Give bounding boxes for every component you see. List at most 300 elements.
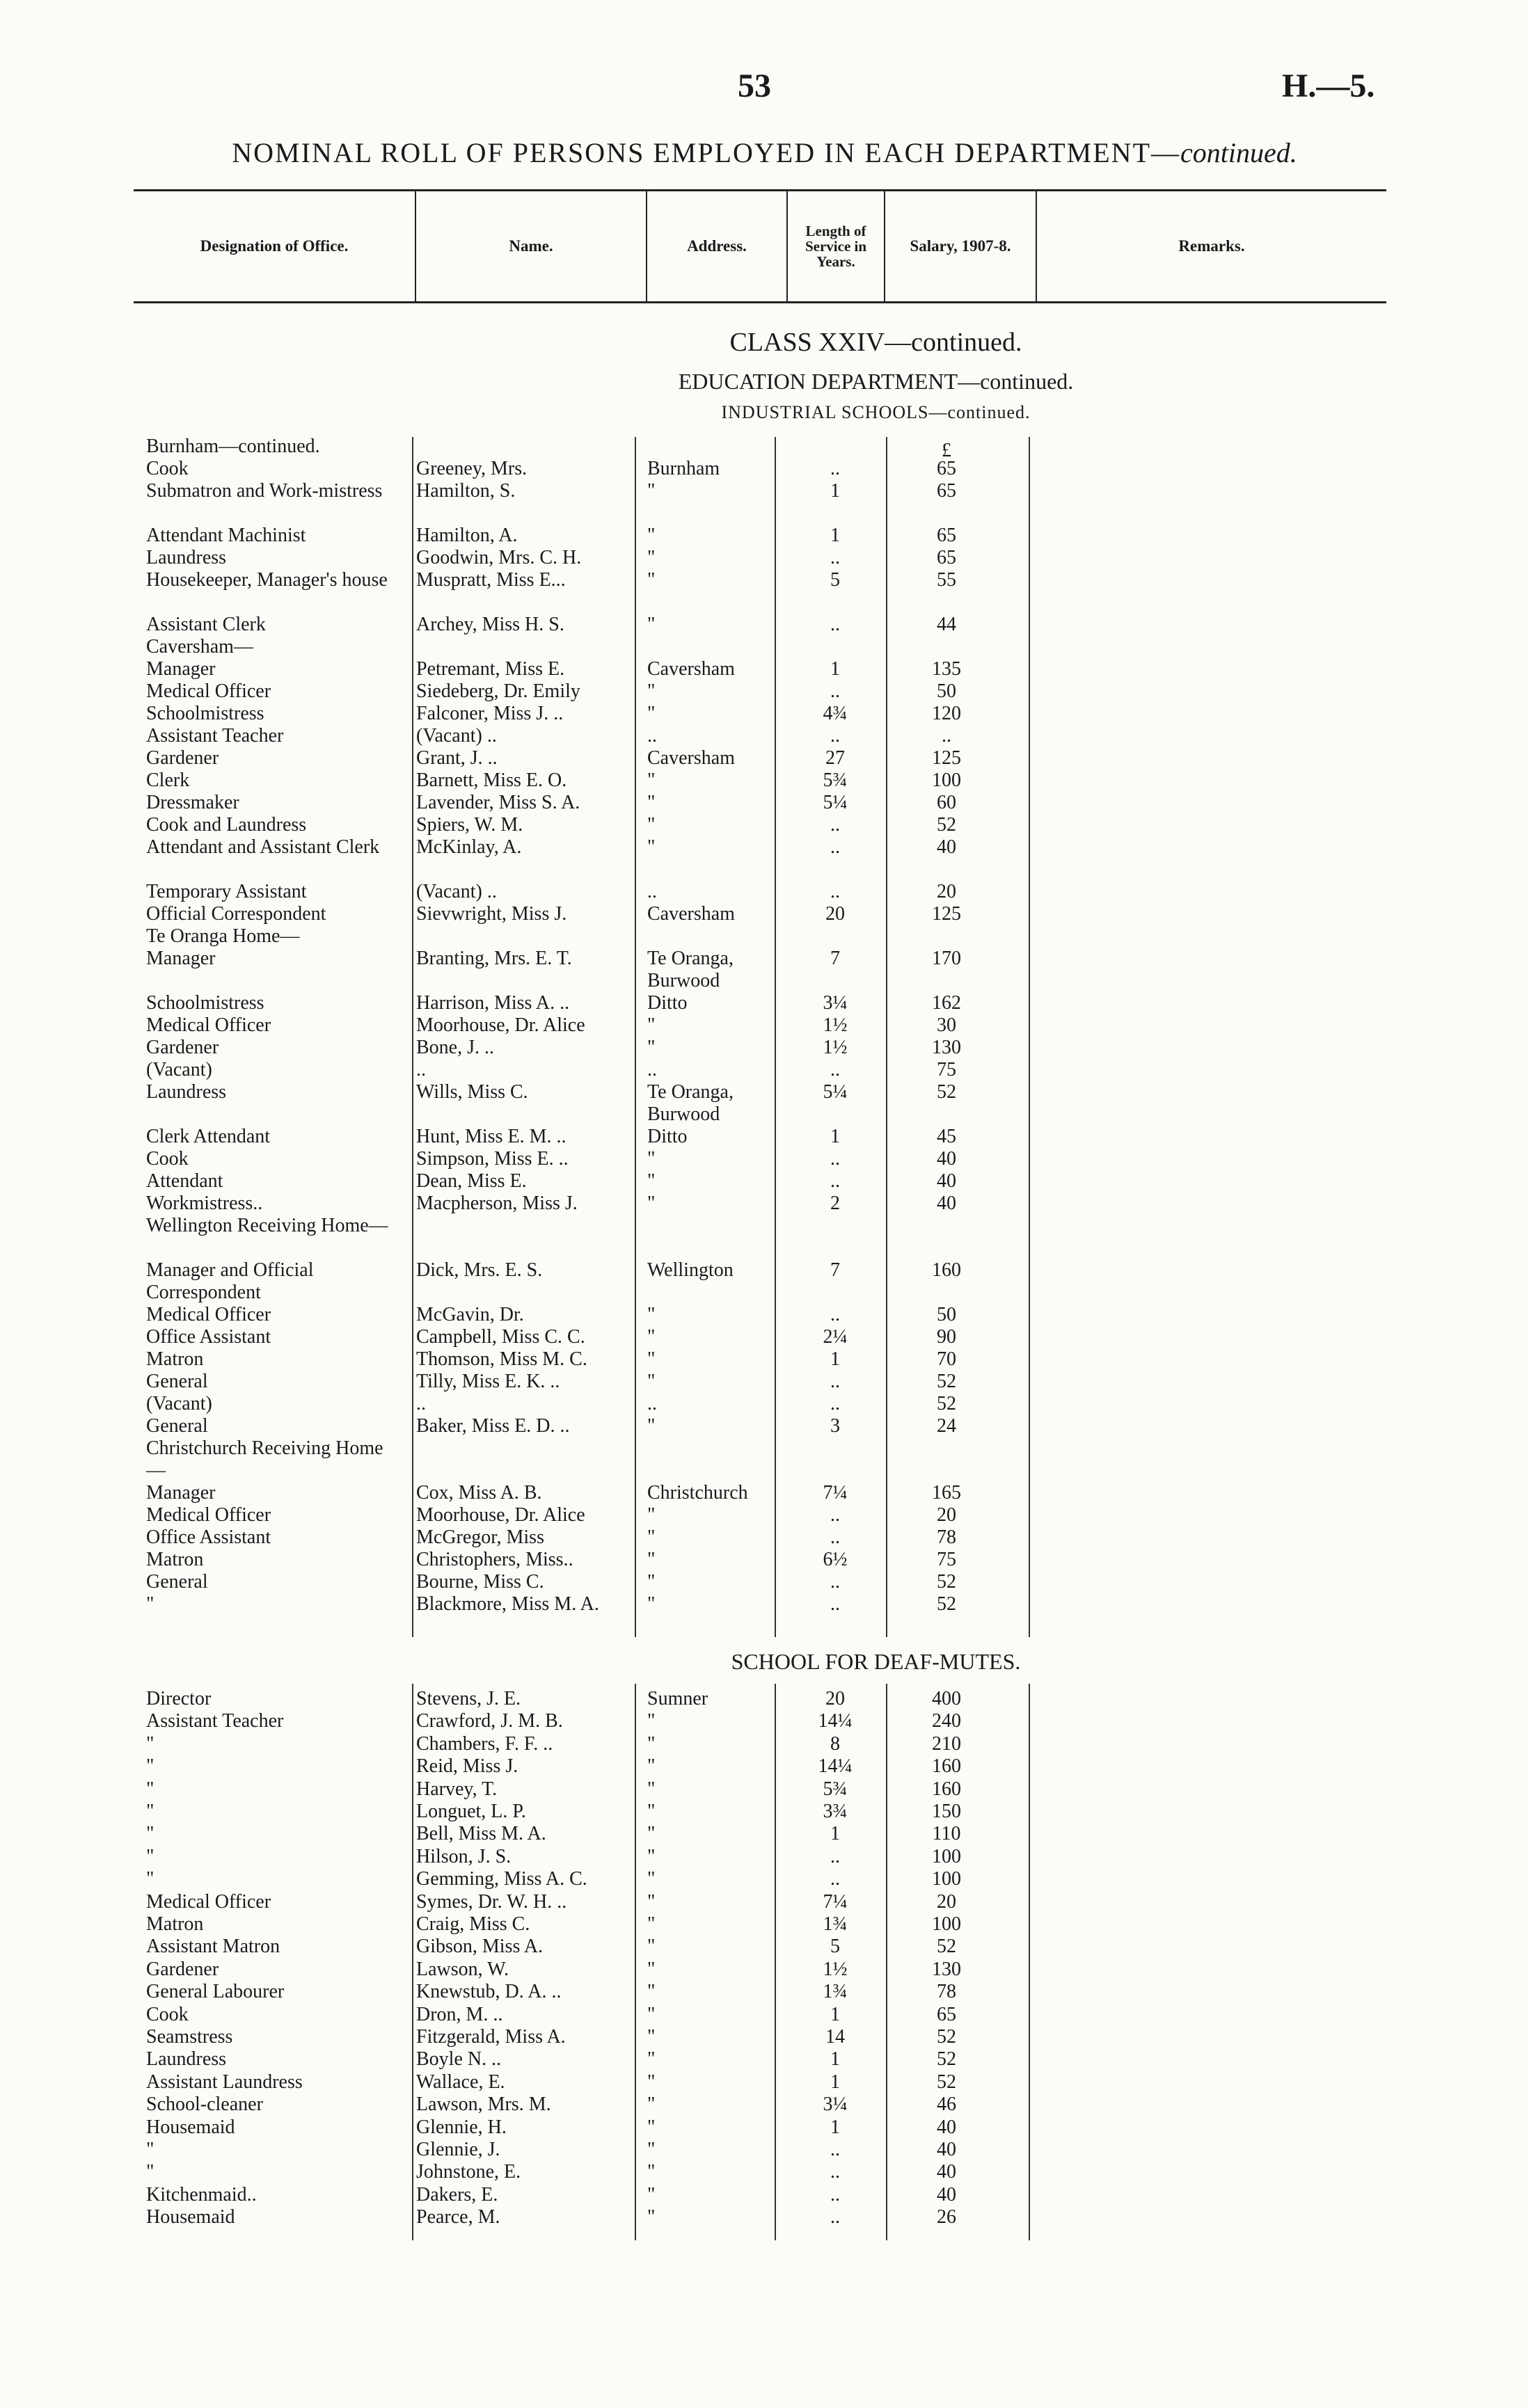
address-cell: Caversham <box>647 903 735 925</box>
name-cell: Cox, Miss A. B. <box>416 1482 542 1504</box>
header-length: Length of Service in Years. <box>786 191 884 301</box>
designation-cell: General Labourer <box>146 1981 285 2003</box>
salary-cell: 130 <box>932 1037 961 1058</box>
name-cell: Stevens, J. E. <box>416 1688 521 1709</box>
salary-cell: 52 <box>937 2048 956 2071</box>
designation-cell: Cook <box>146 2003 189 2025</box>
name-cell: Christophers, Miss.. <box>416 1549 573 1570</box>
designation-cell: Gardener <box>146 1037 219 1058</box>
salary-cell: 240 <box>932 1710 961 1732</box>
name-cell: Blackmore, Miss M. A. <box>416 1593 599 1615</box>
name-cell: Dean, Miss E. <box>416 1170 527 1192</box>
address-cell: " <box>647 1593 656 1615</box>
address-cell: " <box>647 792 656 813</box>
address-cell: " <box>647 2161 656 2183</box>
column-divider <box>886 1684 887 2240</box>
designation-cell: General <box>146 1571 208 1593</box>
address-cell: " <box>647 703 656 724</box>
name-cell: Petremant, Miss E. <box>416 658 565 680</box>
service-length-cell: 20 <box>825 903 845 925</box>
address-cell: " <box>647 2003 656 2025</box>
designation-cell: " <box>146 1801 155 1822</box>
address-cell: Te Oranga, Burwood <box>647 948 734 991</box>
service-length-cell: 3¼ <box>823 2094 848 2116</box>
service-length-cell: 1 <box>830 658 840 680</box>
salary-cell: 44 <box>937 614 956 635</box>
service-length-cell: 4¾ <box>823 703 848 724</box>
address-cell: " <box>647 1014 656 1036</box>
address-cell: " <box>647 1981 656 2003</box>
designation-cell: Medical Officer <box>146 1890 271 1913</box>
header-name: Name. <box>415 191 646 301</box>
designation-cell: " <box>146 2161 155 2183</box>
service-length-cell: .. <box>830 1393 840 1414</box>
designation-cell: Assistant Laundress <box>146 2071 303 2093</box>
designation-cell: Office Assistant <box>146 1526 271 1548</box>
address-cell: " <box>647 1549 656 1570</box>
service-length-cell: .. <box>830 1593 840 1615</box>
name-cell: Dron, M. .. <box>416 2003 503 2025</box>
address-cell: " <box>647 1304 656 1325</box>
salary-cell: 100 <box>932 1845 961 1867</box>
designation-cell: Gardener <box>146 1958 219 1980</box>
address-cell: " <box>647 2071 656 2093</box>
service-length-cell: 5¼ <box>823 792 848 813</box>
salary-cell: 20 <box>937 881 956 902</box>
salary-cell: 70 <box>937 1348 956 1370</box>
column-divider <box>775 1684 776 2240</box>
name-cell: Baker, Miss E. D. .. <box>416 1415 570 1437</box>
salary-cell: 40 <box>937 2183 956 2206</box>
address-cell: " <box>647 1732 656 1755</box>
name-cell: Falconer, Miss J. .. <box>416 703 564 724</box>
column-divider <box>775 437 776 1637</box>
name-cell: Gibson, Miss A. <box>416 1936 544 1958</box>
column-divider <box>635 437 636 1637</box>
salary-cell: 52 <box>937 1593 956 1615</box>
designation-cell: Submatron and Work-mistress <box>146 480 383 502</box>
service-length-cell: 1 <box>830 1348 840 1370</box>
service-length-cell: 7¼ <box>823 1482 848 1504</box>
designation-cell: Official Correspondent <box>146 903 326 925</box>
name-cell: Sievwright, Miss J. <box>416 903 567 925</box>
service-length-cell: 6½ <box>823 1549 848 1570</box>
name-cell: Dakers, E. <box>416 2183 498 2206</box>
designation-cell: Cook <box>146 458 189 479</box>
service-length-cell: 1½ <box>823 1014 848 1036</box>
name-cell: Harvey, T. <box>416 1778 498 1800</box>
service-length-cell: 1 <box>830 525 840 546</box>
service-length-cell: 1¾ <box>823 1981 848 2003</box>
salary-cell: 24 <box>937 1415 956 1437</box>
service-length-cell: 2¼ <box>823 1326 848 1348</box>
name-cell: .. <box>416 1393 426 1414</box>
name-cell: Lawson, Mrs. M. <box>416 2094 551 2116</box>
salary-cell: 52 <box>937 1936 956 1958</box>
address-cell: .. <box>647 881 657 902</box>
service-length-cell: .. <box>830 1845 840 1867</box>
address-cell: " <box>647 480 656 502</box>
service-length-cell: .. <box>830 1371 840 1392</box>
designation-cell: (Vacant) <box>146 1059 212 1081</box>
service-length-cell: .. <box>830 1526 840 1548</box>
deaf-mutes-heading: SCHOOL FOR DEAF-MUTES. <box>731 1649 1021 1674</box>
service-length-cell: 1 <box>830 1823 840 1845</box>
address-cell: " <box>647 2183 656 2206</box>
name-cell: Bone, J. .. <box>416 1037 494 1058</box>
salary-cell: .. <box>942 725 951 747</box>
name-cell: Bell, Miss M. A. <box>416 1823 546 1845</box>
designation-cell: Kitchenmaid.. <box>146 2183 257 2206</box>
address-cell: " <box>647 2116 656 2138</box>
address-cell: " <box>647 770 656 791</box>
address-cell: " <box>647 1371 656 1392</box>
address-cell: Burnham <box>647 458 720 479</box>
salary-cell: 40 <box>937 2139 956 2160</box>
designation-cell: Matron <box>146 1549 204 1570</box>
designation-cell: Medical Officer <box>146 680 271 702</box>
designation-cell: Laundress <box>146 2048 227 2071</box>
name-cell: Wills, Miss C. <box>416 1081 528 1103</box>
column-divider <box>635 1684 636 2240</box>
table-header <box>134 189 1386 303</box>
address-cell: " <box>647 1845 656 1867</box>
address-cell: " <box>647 1504 656 1526</box>
salary-cell: 90 <box>937 1326 956 1348</box>
address-cell: " <box>647 1037 656 1058</box>
page-title-main: NOMINAL ROLL OF PERSONS EMPLOYED IN EACH DEPARTMENT— <box>232 137 1181 168</box>
department-heading: EDUCATION DEPARTMENT—continued. <box>678 369 1074 394</box>
designation-cell: Manager <box>146 1482 216 1504</box>
service-length-cell: 8 <box>830 1732 840 1755</box>
salary-cell: 55 <box>937 569 956 591</box>
name-cell: Archey, Miss H. S. <box>416 614 564 635</box>
address-cell: " <box>647 2094 656 2116</box>
salary-cell: 110 <box>932 1823 961 1845</box>
name-cell: Macpherson, Miss J. <box>416 1193 578 1214</box>
salary-cell: 50 <box>937 680 956 702</box>
address-cell: " <box>647 1936 656 1958</box>
service-length-cell: .. <box>830 458 840 479</box>
address-cell: Wellington <box>647 1259 734 1281</box>
salary-cell: 135 <box>932 658 961 680</box>
name-cell: Campbell, Miss C. C. <box>416 1326 585 1348</box>
service-length-cell: 5 <box>830 569 840 591</box>
designation-cell: Medical Officer <box>146 1304 271 1325</box>
service-length-cell: .. <box>830 2161 840 2183</box>
name-cell: Thomson, Miss M. C. <box>416 1348 587 1370</box>
name-cell: Gemming, Miss A. C. <box>416 1868 587 1890</box>
service-length-cell: .. <box>830 2206 840 2228</box>
name-cell: Goodwin, Mrs. C. H. <box>416 547 582 568</box>
service-length-cell: 3 <box>830 1415 840 1437</box>
address-cell: Caversham <box>647 658 735 680</box>
service-length-cell: 3¼ <box>823 992 848 1014</box>
salary-cell: 100 <box>932 1913 961 1935</box>
designation-cell: Workmistress.. <box>146 1193 263 1214</box>
designation-cell: Attendant <box>146 1170 223 1192</box>
service-length-cell: 7 <box>830 948 840 969</box>
designation-cell: Matron <box>146 1348 204 1370</box>
subsection-heading: INDUSTRIAL SCHOOLS—continued. <box>721 402 1031 422</box>
service-length-cell: 14¼ <box>818 1710 853 1732</box>
service-length-cell: .. <box>830 1170 840 1192</box>
address-cell: " <box>647 680 656 702</box>
salary-cell: 52 <box>937 2071 956 2093</box>
address-cell: Sumner <box>647 1688 708 1709</box>
salary-cell: 45 <box>937 1126 956 1147</box>
name-cell: Symes, Dr. W. H. .. <box>416 1890 567 1913</box>
designation-cell: Manager and Official Correspondent <box>146 1259 314 1303</box>
name-cell: Grant, J. .. <box>416 747 498 769</box>
column-divider <box>412 1684 413 2240</box>
name-cell: Longuet, L. P. <box>416 1801 526 1822</box>
designation-cell: Medical Officer <box>146 1014 271 1036</box>
designation-cell: Clerk Attendant <box>146 1126 271 1147</box>
service-length-cell: .. <box>830 725 840 747</box>
service-length-cell: 1 <box>830 2003 840 2025</box>
salary-cell: 160 <box>932 1755 961 1778</box>
service-length-cell: 1 <box>830 480 840 502</box>
service-length-cell: .. <box>830 2139 840 2160</box>
salary-cell: 40 <box>937 1193 956 1214</box>
salary-cell: 160 <box>932 1259 961 1281</box>
service-length-cell: .. <box>830 1148 840 1170</box>
designation-cell: Gardener <box>146 747 219 769</box>
salary-cell: 170 <box>932 948 961 969</box>
designation-cell: Christchurch Receiving Home— <box>146 1437 383 1481</box>
address-cell: " <box>647 1526 656 1548</box>
service-length-cell: .. <box>830 1504 840 1526</box>
designation-cell: " <box>146 1845 155 1867</box>
service-length-cell: 27 <box>825 747 845 769</box>
address-cell: " <box>647 2139 656 2160</box>
service-length-cell: .. <box>830 1304 840 1325</box>
name-cell: Glennie, H. <box>416 2116 507 2138</box>
designation-cell: " <box>146 1823 155 1845</box>
designation-cell: Office Assistant <box>146 1326 271 1348</box>
designation-cell: Dressmaker <box>146 792 239 813</box>
designation-cell: " <box>146 1778 155 1800</box>
designation-cell: Wellington Receiving Home— <box>146 1215 388 1236</box>
service-length-cell: 1 <box>830 2071 840 2093</box>
service-length-cell: .. <box>830 680 840 702</box>
salary-cell: 65 <box>937 547 956 568</box>
designation-cell: Cook and Laundress <box>146 814 307 836</box>
service-length-cell: 14¼ <box>818 1755 853 1778</box>
service-length-cell: 7¼ <box>823 1890 848 1913</box>
address-cell: Ditto <box>647 1126 688 1147</box>
page-reference: H.—5. <box>1282 67 1375 104</box>
salary-cell: 52 <box>937 1571 956 1593</box>
service-length-cell: 5¼ <box>823 1081 848 1103</box>
service-length-cell: .. <box>830 2183 840 2206</box>
salary-cell: 120 <box>932 703 961 724</box>
salary-cell: 400 <box>932 1688 961 1709</box>
designation-cell: Assistant Teacher <box>146 725 284 747</box>
service-length-cell: 1¾ <box>823 1913 848 1935</box>
address-cell: " <box>647 1890 656 1913</box>
salary-cell: 78 <box>937 1526 956 1548</box>
salary-cell: 20 <box>937 1504 956 1526</box>
service-length-cell: 1½ <box>823 1958 848 1980</box>
designation-cell: Temporary Assistant <box>146 881 307 902</box>
name-cell: Hunt, Miss E. M. .. <box>416 1126 567 1147</box>
salary-cell: 40 <box>937 836 956 858</box>
designation-cell: Burnham—continued. <box>146 436 320 457</box>
service-length-cell: 14 <box>825 2026 845 2048</box>
class-heading: CLASS XXIV—continued. <box>729 328 1022 357</box>
address-cell: " <box>647 1755 656 1778</box>
address-cell: " <box>647 525 656 546</box>
service-length-cell: .. <box>830 881 840 902</box>
name-cell: Craig, Miss C. <box>416 1913 530 1935</box>
name-cell: (Vacant) .. <box>416 881 497 902</box>
designation-cell: " <box>146 1593 155 1615</box>
designation-cell: Assistant Clerk <box>146 614 266 635</box>
name-cell: Muspratt, Miss E... <box>416 569 566 591</box>
address-cell: " <box>647 1958 656 1980</box>
salary-cell: 165 <box>932 1482 961 1504</box>
address-cell: " <box>647 2026 656 2048</box>
salary-cell: 46 <box>937 2094 956 2116</box>
name-cell: (Vacant) .. <box>416 725 497 747</box>
designation-cell: General <box>146 1415 208 1437</box>
address-cell: " <box>647 1710 656 1732</box>
designation-cell: (Vacant) <box>146 1393 212 1414</box>
address-cell: " <box>647 1148 656 1170</box>
column-divider <box>886 437 887 1637</box>
designation-cell: Schoolmistress <box>146 992 264 1014</box>
column-divider <box>412 437 413 1637</box>
service-length-cell: .. <box>830 836 840 858</box>
name-cell: Lavender, Miss S. A. <box>416 792 580 813</box>
name-cell: Wallace, E. <box>416 2071 505 2093</box>
salary-cell: 40 <box>937 1170 956 1192</box>
address-cell: " <box>647 1348 656 1370</box>
name-cell: Bourne, Miss C. <box>416 1571 544 1593</box>
service-length-cell: .. <box>830 1868 840 1890</box>
name-cell: Pearce, M. <box>416 2206 500 2228</box>
designation-cell: Manager <box>146 948 216 969</box>
name-cell: Barnett, Miss E. O. <box>416 770 567 791</box>
address-cell: " <box>647 1913 656 1935</box>
designation-cell: Laundress <box>146 547 227 568</box>
salary-cell: 40 <box>937 2161 956 2183</box>
address-cell: " <box>647 1778 656 1800</box>
designation-cell: Schoolmistress <box>146 703 264 724</box>
name-cell: Tilly, Miss E. K. .. <box>416 1371 560 1392</box>
address-cell: " <box>647 2048 656 2071</box>
address-cell: " <box>647 614 656 635</box>
address-cell: " <box>647 1823 656 1845</box>
name-cell: Hilson, J. S. <box>416 1845 512 1867</box>
salary-cell: 65 <box>937 480 956 502</box>
address-cell: Te Oranga, Burwood <box>647 1081 734 1125</box>
name-cell: Moorhouse, Dr. Alice <box>416 1504 585 1526</box>
designation-cell: " <box>146 1732 155 1755</box>
name-cell: Boyle N. .. <box>416 2048 502 2071</box>
salary-cell: 65 <box>937 2003 956 2025</box>
name-cell: Chambers, F. F. .. <box>416 1732 553 1755</box>
address-cell: .. <box>647 1393 657 1414</box>
designation-cell: Attendant and Assistant Clerk <box>146 836 380 858</box>
address-cell: " <box>647 836 656 858</box>
salary-cell: 162 <box>932 992 961 1014</box>
salary-cell: 100 <box>932 1868 961 1890</box>
name-cell: Glennie, J. <box>416 2139 500 2160</box>
header-address: Address. <box>646 191 786 301</box>
address-cell: Ditto <box>647 992 688 1014</box>
name-cell: Knewstub, D. A. .. <box>416 1981 562 2003</box>
address-cell: .. <box>647 725 657 747</box>
salary-cell: 26 <box>937 2206 956 2228</box>
service-length-cell: .. <box>830 814 840 836</box>
name-cell: Branting, Mrs. E. T. <box>416 948 572 969</box>
address-cell: " <box>647 1571 656 1593</box>
name-cell: Johnstone, E. <box>416 2161 521 2183</box>
header-remarks: Remarks. <box>1036 191 1386 301</box>
designation-cell: General <box>146 1371 208 1392</box>
salary-cell: 150 <box>932 1801 961 1822</box>
service-length-cell: .. <box>830 547 840 568</box>
name-cell: Siedeberg, Dr. Emily <box>416 680 580 702</box>
service-length-cell: 1 <box>830 1126 840 1147</box>
name-cell: Lawson, W. <box>416 1958 509 1980</box>
designation-cell: Housekeeper, Manager's house <box>146 569 388 591</box>
designation-cell: Assistant Teacher <box>146 1710 284 1732</box>
address-cell: " <box>647 814 656 836</box>
salary-cell: 210 <box>932 1732 961 1755</box>
currency-symbol: £ <box>942 440 951 461</box>
name-cell: .. <box>416 1059 426 1081</box>
salary-cell: 75 <box>937 1059 956 1081</box>
name-cell: Dick, Mrs. E. S. <box>416 1259 543 1281</box>
designation-cell: Laundress <box>146 1081 227 1103</box>
salary-cell: 52 <box>937 1081 956 1103</box>
designation-cell: Matron <box>146 1913 204 1935</box>
name-cell: Harrison, Miss A. .. <box>416 992 570 1014</box>
service-length-cell: 20 <box>825 1688 845 1709</box>
designation-cell: " <box>146 1755 155 1778</box>
name-cell: Hamilton, S. <box>416 480 516 502</box>
name-cell: Greeney, Mrs. <box>416 458 528 479</box>
address-cell: " <box>647 1415 656 1437</box>
service-length-cell: .. <box>830 1059 840 1081</box>
column-divider <box>1029 437 1030 1637</box>
service-length-cell: 1 <box>830 2048 840 2071</box>
address-cell: " <box>647 1326 656 1348</box>
salary-cell: 78 <box>937 1981 956 2003</box>
salary-cell: 52 <box>937 1371 956 1392</box>
salary-cell: 40 <box>937 1148 956 1170</box>
address-cell: " <box>647 2206 656 2228</box>
designation-cell: Cook <box>146 1148 189 1170</box>
name-cell: Simpson, Miss E. .. <box>416 1148 569 1170</box>
name-cell: Hamilton, A. <box>416 525 518 546</box>
name-cell: Fitzgerald, Miss A. <box>416 2026 566 2048</box>
salary-cell: 125 <box>932 747 961 769</box>
salary-cell: 20 <box>937 1890 956 1913</box>
header-designation: Designation of Office. <box>200 237 349 255</box>
salary-cell: 40 <box>937 2116 956 2138</box>
designation-cell: Te Oranga Home— <box>146 925 300 947</box>
name-cell: Moorhouse, Dr. Alice <box>416 1014 585 1036</box>
name-cell: Spiers, W. M. <box>416 814 523 836</box>
service-length-cell: 1½ <box>823 1037 848 1058</box>
service-length-cell: 1 <box>830 2116 840 2138</box>
name-cell: Crawford, J. M. B. <box>416 1710 563 1732</box>
